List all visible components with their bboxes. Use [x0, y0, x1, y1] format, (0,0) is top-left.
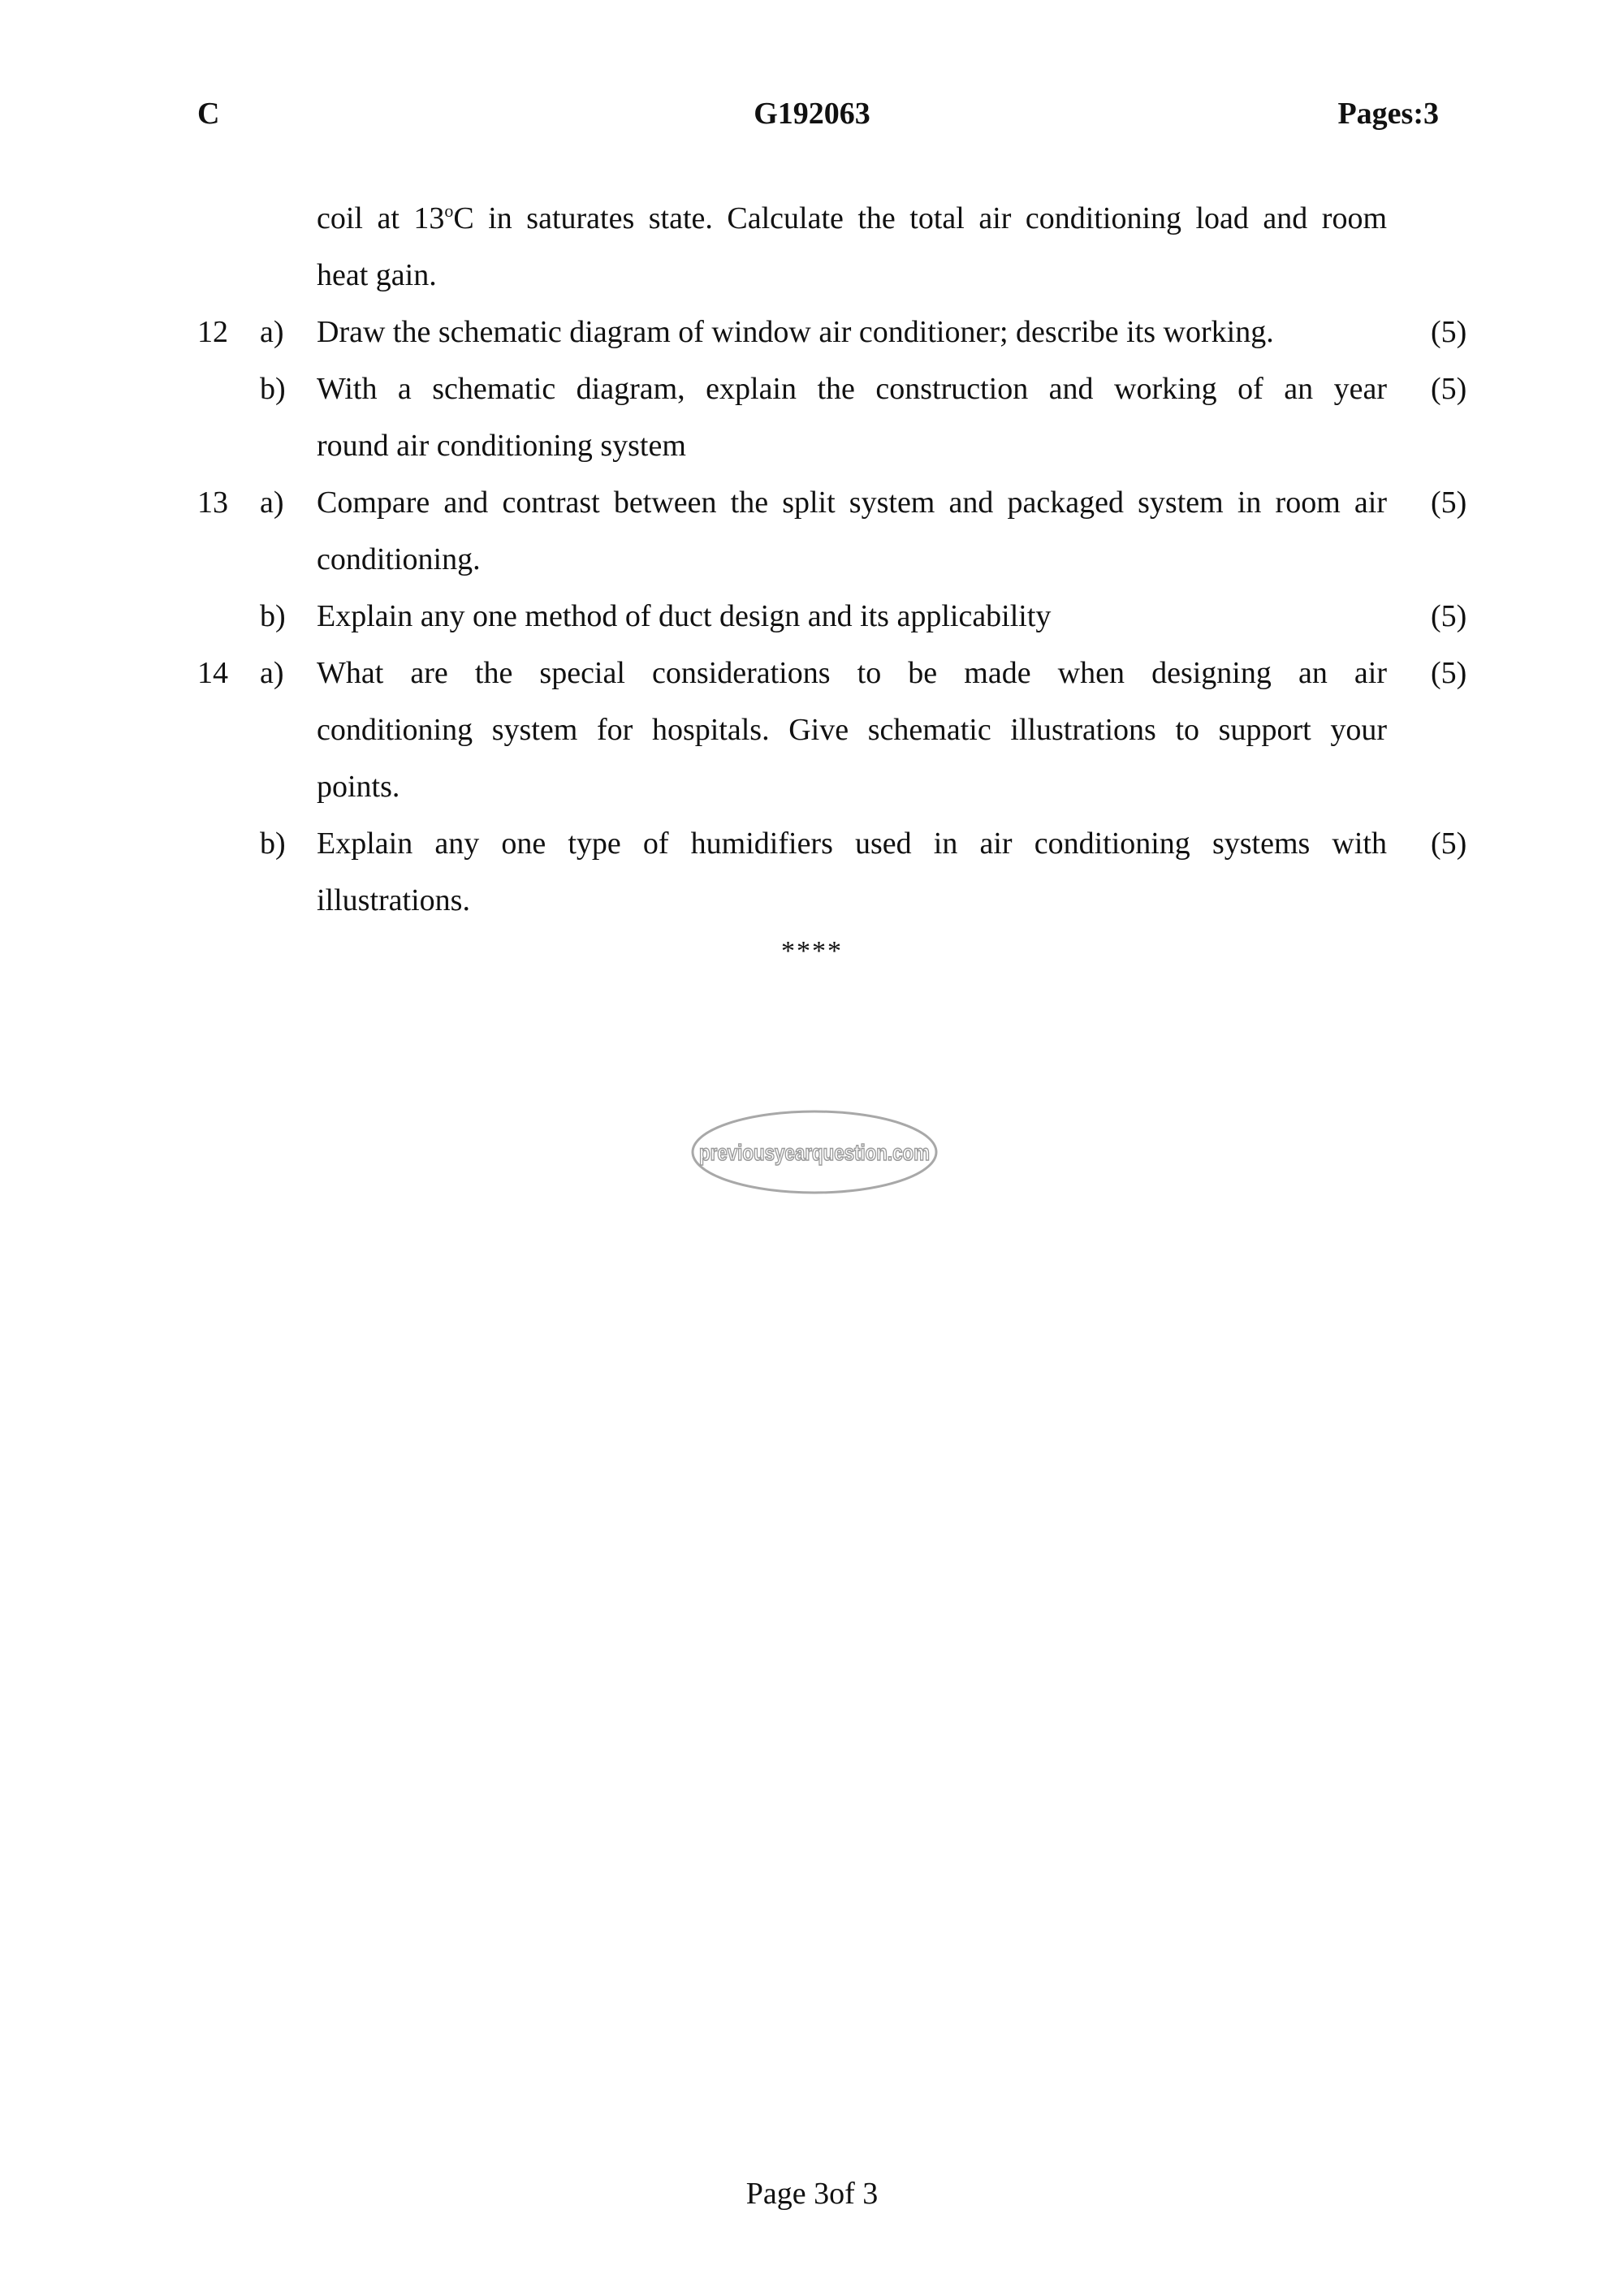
- question-text: Draw the schematic diagram of window air conditioner; describe its working.: [317, 315, 1274, 349]
- end-marker: ****: [781, 936, 843, 966]
- question-text: Explain any one method of duct design and its applicability: [317, 599, 1052, 633]
- question-text: round air conditioning system: [317, 429, 686, 463]
- marks: (5): [1431, 656, 1467, 690]
- question-number: 13: [197, 486, 228, 520]
- question-text: conditioning system for hospitals. Give schematic illustrations to support your: [317, 713, 1387, 747]
- question-text: Compare and contrast between the split system and packaged system in room air: [317, 486, 1387, 520]
- marks: (5): [1431, 315, 1467, 349]
- continuation-line-2: heat gain.: [317, 258, 437, 292]
- marks: (5): [1431, 826, 1467, 861]
- marks: (5): [1431, 599, 1467, 633]
- question-text: conditioning.: [317, 542, 481, 576]
- question-text: With a schematic diagram, explain the construction and working of an year: [317, 372, 1387, 406]
- question-part-label: b): [260, 599, 286, 633]
- question-part-label: a): [260, 486, 284, 520]
- question-part-label: b): [260, 372, 286, 406]
- continuation-line-1: coil at 13$^o$C in saturates state. Calculate the total air conditioning load and room: [317, 201, 1387, 235]
- question-part-label: b): [260, 826, 286, 861]
- question-text: points.: [317, 770, 400, 804]
- question-number: 14: [197, 656, 228, 690]
- question-text: Explain any one type of humidifiers used in air conditioning systems with: [317, 826, 1387, 861]
- header-code: G192063: [754, 97, 870, 131]
- header-pages: Pages:3: [1337, 97, 1439, 131]
- question-text: illustrations.: [317, 883, 470, 917]
- question-text: What are the special considerations to be made when designing an air: [317, 656, 1387, 690]
- question-part-label: a): [260, 656, 284, 690]
- svg-text:previousyearquestion.com: previousyearquestion.com: [699, 1140, 930, 1165]
- watermark-logo-icon: [690, 1109, 939, 1195]
- marks: (5): [1431, 372, 1467, 406]
- watermark-logo: [690, 1109, 939, 1195]
- page-footer: Page 3of 3: [745, 2177, 879, 2211]
- page-header: [0, 96, 1624, 145]
- marks: (5): [1431, 486, 1467, 520]
- header-series: C: [197, 97, 220, 131]
- question-part-label: a): [260, 315, 284, 349]
- question-number: 12: [197, 315, 228, 349]
